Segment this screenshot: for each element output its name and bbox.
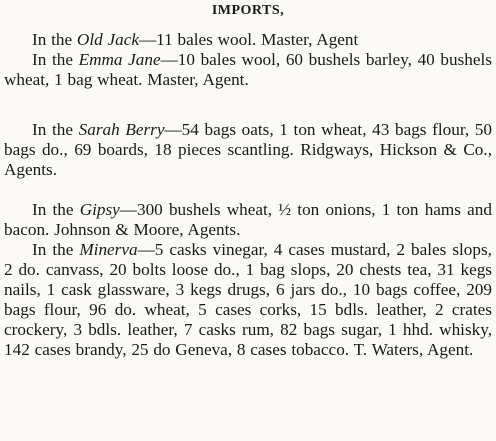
entry-text: —5 casks vinegar, 4 cases mustard, 2 bales slops, 2 do. canvass, 20 bolts loose do., 1 bag slops, 20 chests tea, 31 kegs nails, 1 cask glassware, 3 kegs drugs, 6 jars do., 10 bags coffee, 209 bags flour, 96 do. wheat, 5 cases corks, 15 bdls. leather, 2 crates crockery, 3 bdls. leather, 7 casks rum, 82 bags sugar, 1 hhd. whisky, 142 cases brandy, 25 do Geneva, 8 cases tobacco. T. Waters, Agent. bbox=[4, 240, 492, 359]
import-entry-old-jack bbox=[4, 30, 492, 50]
ship-name: Gipsy bbox=[79, 200, 120, 219]
entry-lead: In the bbox=[32, 120, 79, 139]
entry-text: —54 bags oats, 1 ton wheat, 43 bags flour, 50 bags do., 69 boards, 18 pieces scantling. Ridgways, Hickson & Co., Agents. bbox=[4, 120, 492, 179]
ship-name: Old Jack bbox=[76, 30, 139, 49]
import-entry-sarah-berry bbox=[4, 120, 492, 180]
entry-lead: In the bbox=[32, 50, 79, 69]
entry-text: —10 bales wool, 60 bushels barley, 40 bushels wheat, 1 bag wheat. Master, Agent. bbox=[4, 50, 492, 89]
ship-name: Sarah Berry bbox=[78, 120, 165, 139]
entry-text: —300 bushels wheat, ½ ton onions, 1 ton hams and bacon. Johnson & Moore, Agents. bbox=[4, 200, 492, 239]
entry-lead: In the bbox=[32, 200, 80, 219]
import-entry-minerva bbox=[4, 240, 492, 360]
entry-text: —11 bales wool. Master, Agent bbox=[138, 30, 359, 49]
ship-name: Minerva bbox=[79, 240, 138, 259]
import-entry-gipsy bbox=[4, 200, 492, 240]
section-heading: IMPORTS, bbox=[211, 3, 285, 18]
ship-name: Emma Jane bbox=[78, 50, 161, 69]
entry-lead: In the bbox=[32, 240, 80, 259]
import-entry-emma-jane bbox=[4, 50, 492, 90]
entry-lead: In the bbox=[32, 30, 77, 49]
